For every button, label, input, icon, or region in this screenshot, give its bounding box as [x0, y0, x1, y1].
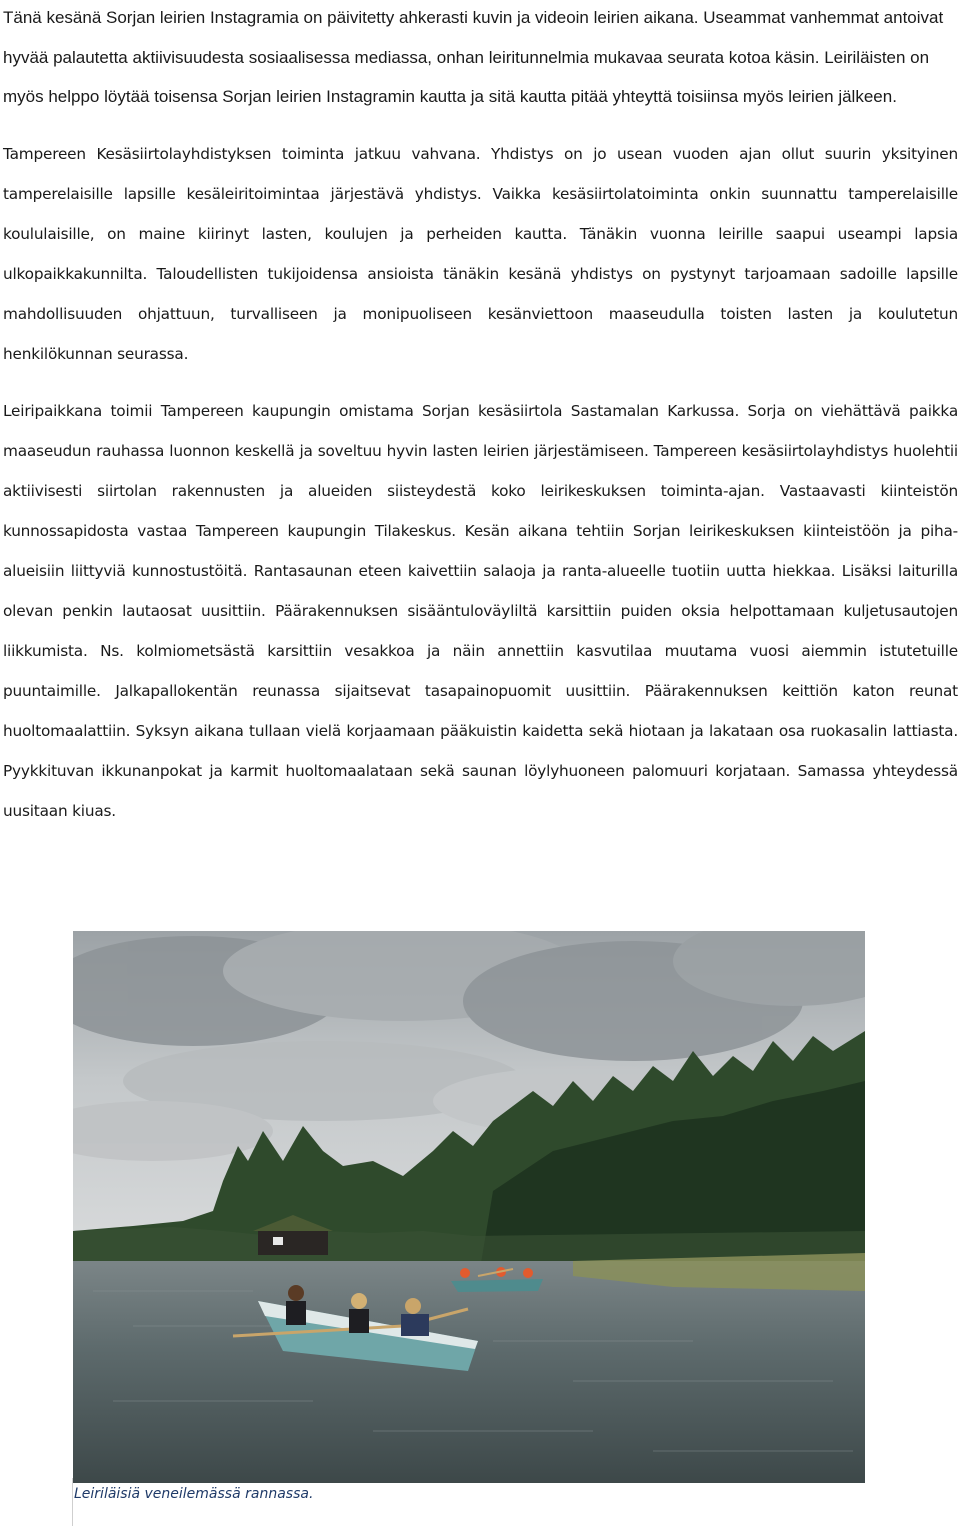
paragraph-instagram: Tänä kesänä Sorjan leirien Instagramia on päivitetty ahkerasti kuvin ja videoin leirien aikana. Useammat vanhemmat antoivat hyvää palautetta aktiivisuudesta sosiaalisessa mediassa, onhan leiritunnelmia mukavaa seurata kotoa käsin. Leiriläisten on myös helppo löytää toisensa Sorjan leirien Instagramin kautta ja sitä kautta pitää yhteyttä toisiinsa myös leirien jälkeen.: [3, 8, 944, 106]
paragraph-campsite: Leiripaikkana toimii Tampereen kaupungin omistama Sorjan kesäsiirtola Sastamalan Karkussa. Sorja on viehättävä paikka maaseudun rauhassa luonnon keskellä ja soveltuu hyvin lasten leirien järjestämiseen. Tampereen kesäsiirtolayhdistys huolehtii aktiivisesti siirtolan rakennusten ja alueiden siisteydestä koko leirikeskuksen toiminta-ajan. Vastaavasti kiinteistön kunnossapidosta vastaa Tampereen kaupungin Tilakeskus. Kesän aikana tehtiin Sorjan leirikeskuksen kiinteistöön ja piha-alueisiin liittyviä kunnostustöitä. Rantasaunan eteen kaivettiin salaoja ja ranta-alueelle tuotiin uutta hiekkaa. Lisäksi laiturilla olevan penkin lautaosat uusittiin. Päärakennuksen sisääntuloväyliltä karsittiin puiden oksia helpottamaan kuljetusautojen liikkumista. Ns. kolmiometsästä karsittiin vesakkoa ja näin annettiin kasvutilaa muutama vuosi aiemmin istutetuille puuntaimille. Jalkapallokentän reunassa sijaitsevat tasapainopuomit uusittiin. Päärakennuksen keittiön katon reunat huoltomaalattiin. Syksyn aikana tullaan vielä korjaamaan pääkuistin kaidetta sekä hiotaan ja lakataan osa ruokasalin lattiasta. Pyykkituvan ikkunanpokat ja karmit huoltomaalataan sekä saunan löylyhuoneen palomuuri korjataan. Samassa yhteydessä uusitaan kiuas.: [3, 401, 958, 820]
rower-1: [286, 1285, 306, 1325]
figure-caption: Leiriläisiä veneilemässä rannassa.: [74, 1486, 314, 1502]
document-page: [3, 0, 958, 831]
paragraph-association: Tampereen Kesäsiirtolayhdistyksen toiminta jatkuu vahvana. Yhdistys on jo usean vuoden ajan ollut suurin yksityinen tamperelaisille lapsille kesäleiritoimintaa järjestävä yhdistys. Vaikka kesäsiirtolatoiminta onkin suunnattu tamperelaisille koululaisille, on maine kiirinyt lasten, koulujen ja perheiden kautta. Tänäkin vuonna leirille saapui useampi lapsia ulkopaikkakunnilta. Taloudellisten tukijoidensa ansioista tänäkin kesänä yhdistys on pystynyt tarjoamaan sadoille lapsille mahdollisuuden ohjattuun, turvalliseen ja monipuoliseen kesänviettoon maaseudulla toisten lasten ja koulutetun henkilökunnan seurassa.: [3, 144, 958, 363]
rower-2: [349, 1293, 369, 1333]
caption-rule: [72, 1478, 73, 1526]
lake: [73, 1261, 865, 1483]
lake-boats-photo: [73, 931, 865, 1483]
